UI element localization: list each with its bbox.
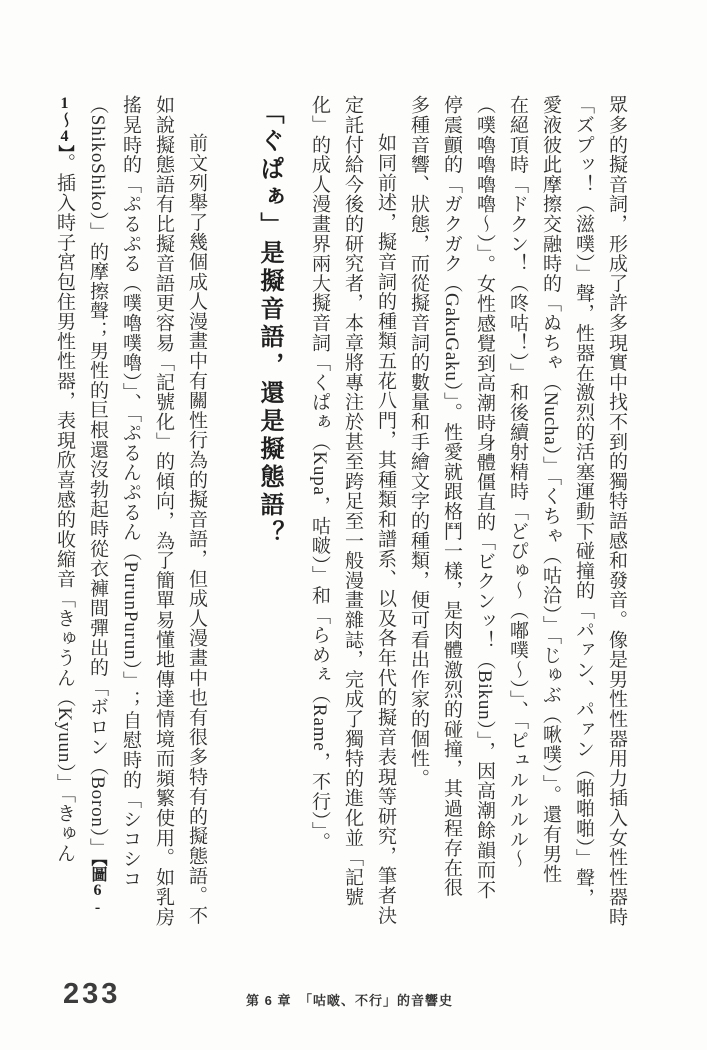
- text-column: [81, 95, 114, 935]
- text-column: 前文列舉了幾個成人漫畫中有關性行為的擬音語，但成人漫畫中也有很多特有的擬態語。不: [186, 133, 207, 925]
- text-column: 停震顫的「ガクガク（GakuGaku）」。性愛就跟格鬥一樣，是肉體激烈的碰撞，其過程存在很: [441, 95, 462, 898]
- text-column: 定託付給今後的研究者，本章將專注於甚至跨足至一般漫畫雜誌，完成了獨特的進化並「記號: [342, 95, 363, 907]
- figure-reference: 1～4】: [56, 95, 73, 153]
- text-column: 愛液彼此摩擦交融時的「ぬちゃ（Nucha）」「くちゃ（咕洽）」「じゅぶ（啾噗）」。還有男性: [540, 95, 561, 884]
- page-content: [48, 95, 633, 935]
- figure-reference: 【圖6-: [89, 857, 106, 916]
- text-column: 在絕頂時「ドクン！（咚咕！）」和後續射精時「どぴゅ～（嘟噗～）」、「ピュルルルル～: [507, 95, 528, 869]
- text-column: [48, 95, 81, 935]
- section-heading: 「ぐぱぁ」是擬音語，還是擬態語？: [256, 100, 282, 548]
- footer-chapter-title: 第 6 章 「咕啵、不行」的音響史: [246, 993, 453, 1008]
- text-run: （ShikoShiko）」的摩擦聲；男性的巨根還沒勃起時從衣褲間彈出的「ボロン（Boron）」: [87, 95, 108, 858]
- text-column: 多種音響、狀態，而從擬音詞的數量和手繪文字的種類，便可看出作家的個性。: [408, 95, 429, 788]
- text-run: 。插入時子宮包住男性性器，表現欣喜感的收縮音「きゅうん（Kyuun）」「きゅん: [54, 153, 75, 863]
- text-column: （噗嚕嚕嚕嚕～）」。女性感覺到高潮時身體僵直的「ビクンッ！（Bikun）」，因高潮餘韻而不: [474, 95, 495, 900]
- text-column: 「ズプッ！（滋噗）」聲，性器在激烈的活塞運動下碰撞的「パァン、パァン（啪啪啪）」聲，: [573, 95, 594, 908]
- page-number: 233: [63, 978, 121, 1010]
- text-column: 搖晃時的「ぷるぷる（噗嚕噗嚕）」、「ぷるんぷるん（PurunPurun）」；自慰時的「シコシコ: [120, 95, 141, 889]
- text-column: 如說擬態語有比擬音語更容易「記號化」的傾向，為了簡單易懂地傳達情境而頻繁使用。如乳房: [153, 95, 174, 927]
- text-column: 如同前述，擬音詞的種類五花八門，其種類和譜系、以及各年代的擬音表現等研究，筆者決: [375, 133, 396, 925]
- text-column: 眾多的擬音詞，形成了許多現實中找不到的獨特語感和發音。像是男性性器用力插入女性性器時: [606, 95, 627, 927]
- text-column: 化」的成人漫畫界兩大擬音詞「くぱぁ（Kupa，咕啵）」和「らめぇ（Rame，不行）」。: [309, 95, 330, 852]
